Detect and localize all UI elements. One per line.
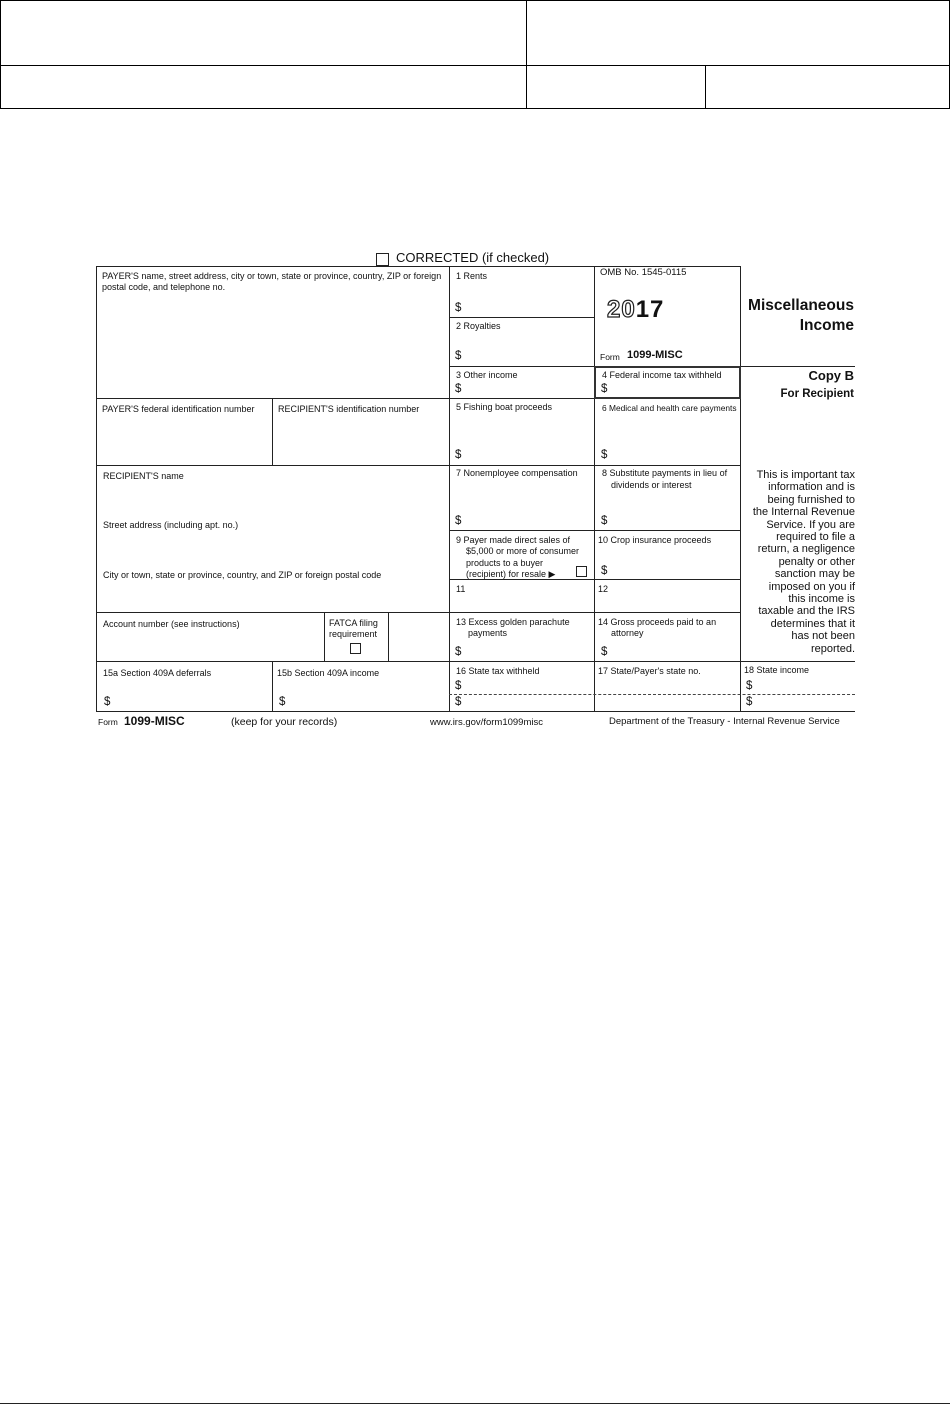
box18-dollar-1: $	[746, 680, 753, 692]
notice-line: the Internal Revenue	[752, 506, 855, 519]
tax-year-outline: 20	[607, 296, 636, 323]
notice-line: information and is	[768, 481, 855, 494]
row-line-box12-bottom	[449, 612, 741, 613]
box3-label: 3 Other income	[456, 370, 518, 380]
notice-line: this income is	[788, 593, 855, 606]
footer-department: Department of the Treasury - Internal Revenue Service	[609, 716, 840, 727]
box11-label: 11	[456, 584, 466, 594]
for-recipient-label: For Recipient	[780, 388, 854, 400]
payer-fin-label: PAYER'S federal identification number	[102, 404, 255, 414]
box12-label: 12	[598, 584, 609, 594]
notice-line: Service. If you are	[766, 518, 855, 531]
col-line-fatca-right	[388, 612, 389, 662]
notice-line: taxable and the IRS	[758, 605, 855, 618]
row-line-box1-bottom	[449, 317, 595, 318]
footer-form-number: 1099-MISC	[124, 714, 185, 728]
col-line-amounts-mid	[594, 266, 595, 712]
row-line-payer-bottom	[96, 398, 450, 399]
footer-keep-records: (keep for your records)	[231, 716, 338, 728]
recipient-id-label: RECIPIENT'S identification number	[278, 404, 420, 414]
box7-label: 7 Nonemployee compensation	[456, 468, 578, 478]
box4-label: 4 Federal income tax withheld	[602, 370, 722, 380]
notice-line: imposed on you if	[768, 580, 855, 593]
box9-label-line3: products to a buyer	[466, 558, 544, 568]
tax-year	[607, 296, 664, 324]
omb-number: OMB No. 1545-0115	[600, 267, 687, 278]
box5-label: 5 Fishing boat proceeds	[456, 402, 553, 412]
box13-label-line2: payments	[468, 628, 508, 638]
form-id-number: 1099-MISC	[627, 349, 683, 361]
notice-line: reported.	[810, 642, 855, 655]
notice-line: return, a negligence	[757, 543, 855, 556]
box15b-dollar: $	[279, 696, 286, 708]
payer-name-field[interactable]	[97, 295, 449, 397]
box14-label-line1: 14 Gross proceeds paid to an	[598, 617, 717, 627]
footer-irs-url: www.irs.gov/form1099misc	[430, 717, 543, 728]
box13-label-line1: 13 Excess golden parachute	[456, 617, 570, 627]
notice-line: This is important tax	[756, 469, 855, 481]
col-line-fatca-left	[324, 612, 325, 662]
form-id-word: Form	[600, 352, 620, 362]
state-dash-line-1	[449, 694, 855, 695]
street-address-label: Street address (including apt. no.)	[103, 520, 239, 530]
copy-b-label: Copy B	[808, 368, 854, 383]
box15a-dollar: $	[104, 696, 111, 708]
col-line-amounts-right	[740, 266, 741, 712]
box18-label: 18 State income	[744, 665, 810, 675]
corrected-label: CORRECTED (if checked)	[396, 250, 550, 265]
box2-dollar: $	[455, 350, 462, 362]
row-line-recipient-bottom	[96, 612, 450, 613]
box3-dollar: $	[455, 383, 462, 395]
notice-line: has not been	[791, 630, 855, 643]
box14-dollar: $	[601, 646, 608, 658]
box1-label: 1 Rents	[456, 271, 488, 281]
box10-label: 10 Crop insurance proceeds	[598, 535, 712, 545]
fatca-label-line2: requirement	[329, 629, 378, 639]
box14-label-line2: attorney	[611, 628, 644, 638]
fatca-label-line1: FATCA filing	[329, 618, 378, 628]
col-line-15-split	[272, 661, 273, 712]
account-number-label: Account number (see instructions)	[103, 619, 240, 629]
row-line-tin-bottom	[96, 465, 741, 466]
box9-checkbox[interactable]	[576, 566, 587, 577]
notice-line: required to file a	[776, 531, 855, 544]
notice-line: being furnished to	[767, 493, 855, 506]
row-line-box8-bottom	[449, 530, 741, 531]
recipient-name-label: RECIPIENT'S name	[103, 471, 184, 481]
payer-name-label: PAYER'S name, street address, city or town, state or province, country, ZIP or foreign postal code, and telephone no.	[102, 271, 442, 292]
col-line-amounts-left	[449, 266, 450, 712]
tax-year-solid: 17	[635, 296, 665, 323]
page-bottom-rule	[0, 1403, 950, 1404]
corrected-checkbox[interactable]	[376, 253, 389, 266]
box9-label-line2: $5,000 or more of consumer	[466, 546, 580, 556]
notice-line: determines that it	[770, 617, 855, 630]
box13-dollar: $	[455, 646, 462, 658]
box8-label-line2: dividends or interest	[611, 480, 692, 490]
notice-line: sanction may be	[774, 568, 855, 581]
box16-label: 16 State tax withheld	[456, 666, 540, 676]
box16-dollar-2: $	[455, 696, 462, 708]
box6-dollar: $	[601, 449, 608, 461]
box18-dollar-2: $	[746, 696, 753, 708]
box8-dollar: $	[601, 515, 608, 527]
form-title-line1: Miscellaneous	[748, 297, 854, 314]
box7-dollar: $	[455, 515, 462, 527]
box9-label-line4: (recipient) for resale ▶	[466, 569, 556, 579]
box15a-label: 15a Section 409A deferrals	[103, 668, 212, 678]
footer-form-word: Form	[98, 717, 118, 727]
box15b-label: 15b Section 409A income	[277, 668, 380, 678]
box4-dollar: $	[601, 383, 608, 395]
payer-fin-field[interactable]	[97, 418, 272, 464]
row-line-account-bottom	[96, 661, 855, 662]
form-title-line2: Income	[799, 317, 854, 334]
fatca-checkbox[interactable]	[350, 643, 361, 654]
box16-dollar-1: $	[455, 680, 462, 692]
box6-label: 6 Medical and health care payments	[602, 403, 737, 413]
city-state-label: City or town, state or province, country, and ZIP or foreign postal code	[103, 570, 382, 580]
recipient-notice	[743, 469, 855, 655]
box5-dollar: $	[455, 449, 462, 461]
notice-line: penalty or other	[778, 555, 855, 568]
box1-dollar: $	[455, 302, 462, 314]
box17-label: 17 State/Payer's state no.	[598, 666, 701, 676]
form-bottom-border	[96, 711, 855, 712]
box10-dollar: $	[601, 565, 608, 577]
box9-label-line1: 9 Payer made direct sales of	[456, 535, 571, 545]
recipient-id-field[interactable]	[273, 418, 449, 464]
box8-label-line1: 8 Substitute payments in lieu of	[602, 468, 728, 478]
box2-label: 2 Royalties	[456, 321, 501, 331]
